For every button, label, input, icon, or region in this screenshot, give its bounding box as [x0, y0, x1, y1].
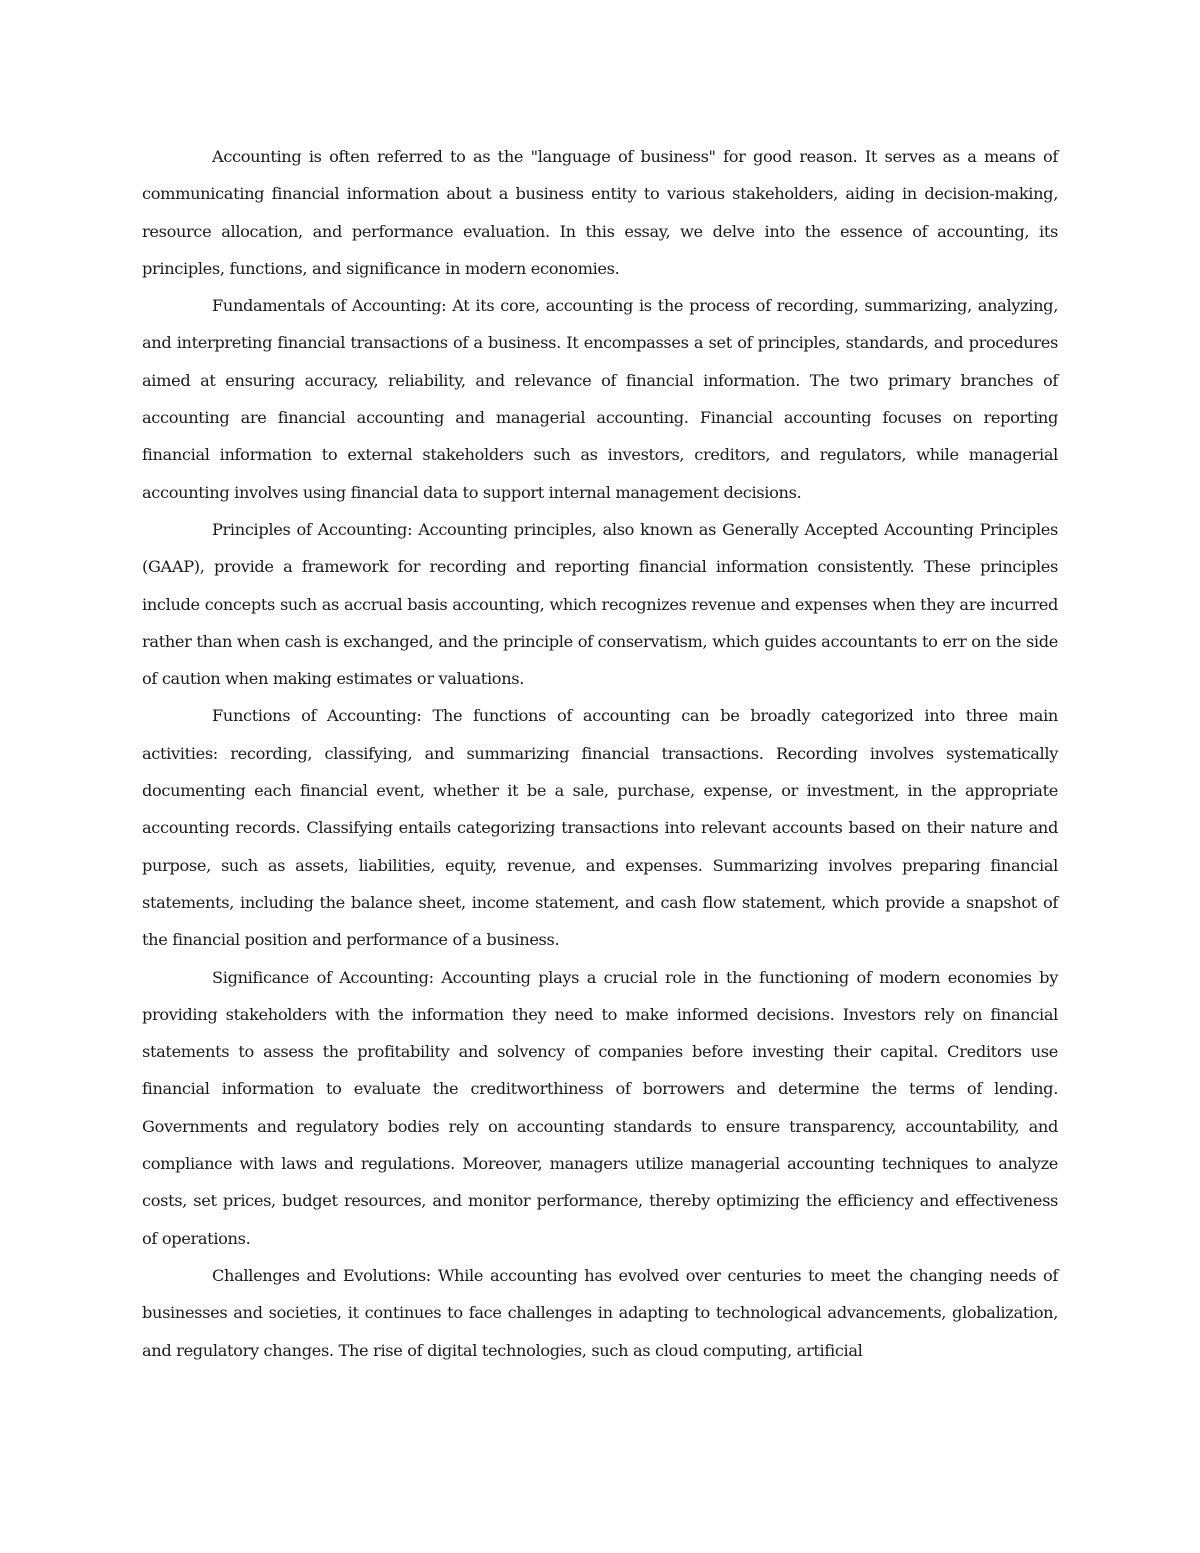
paragraph-principles: Principles of Accounting: Accounting principles, also known as Generally Accepted Accounting Principles (GAAP), provide a framework for recording and reporting financial information consistently. These principles include concepts such as accrual basis accounting, which recognizes revenue and expenses when they are incurred rather than when cash is exchanged, and the principle of conservatism, which guides accountants to err on the side of caution when making estimates or valuations.: [142, 519, 1058, 689]
paragraph-functions: Functions of Accounting: The functions of accounting can be broadly categorized into three main activities: recording, classifying, and summarizing financial transactions. Recording involves systematically documenting each financial event, whether it be a sale, purchase, expense, or investment, in the appropriate accounting records. Classifying entails categorizing transactions into relevant accounts based on their nature and purpose, such as assets, liabilities, equity, revenue, and expenses. Summarizing involves preparing financial statements, including the balance sheet, income statement, and cash flow statement, which provide a snapshot of the financial position and performance of a business.: [142, 706, 1058, 950]
document-body: [142, 138, 1058, 1369]
paragraph-fundamentals: Fundamentals of Accounting: At its core, accounting is the process of recording, summarizing, analyzing, and interpreting financial transactions of a business. It encompasses a set of principles, standards, and procedures aimed at ensuring accuracy, reliability, and relevance of financial information. The two primary branches of accounting are financial accounting and managerial accounting. Financial accounting focuses on reporting financial information to external stakeholders such as investors, creditors, and regulators, while managerial accounting involves using financial data to support internal management decisions.: [142, 296, 1058, 502]
paragraph-introduction: Accounting is often referred to as the "language of business" for good reason. It serves as a means of communicating financial information about a business entity to various stakeholders, aiding in decision-making, resource allocation, and performance evaluation. In this essay, we delve into the essence of accounting, its principles, functions, and significance in modern economies.: [142, 147, 1058, 278]
paragraph-challenges: Challenges and Evolutions: While accounting has evolved over centuries to meet the changing needs of businesses and societies, it continues to face challenges in adapting to technological advancements, globalization, and regulatory changes. The rise of digital technologies, such as cloud computing, artificial: [142, 1265, 1058, 1360]
paragraph-significance: Significance of Accounting: Accounting plays a crucial role in the functioning of modern economies by providing stakeholders with the information they need to make informed decisions. Investors rely on financial statements to assess the profitability and solvency of companies before investing their capital. Creditors use financial information to evaluate the creditworthiness of borrowers and determine the terms of lending. Governments and regulatory bodies rely on accounting standards to ensure transparency, accountability, and compliance with laws and regulations. Moreover, managers utilize managerial accounting techniques to analyze costs, set prices, budget resources, and monitor performance, thereby optimizing the efficiency and effectiveness of operations.: [142, 967, 1058, 1248]
